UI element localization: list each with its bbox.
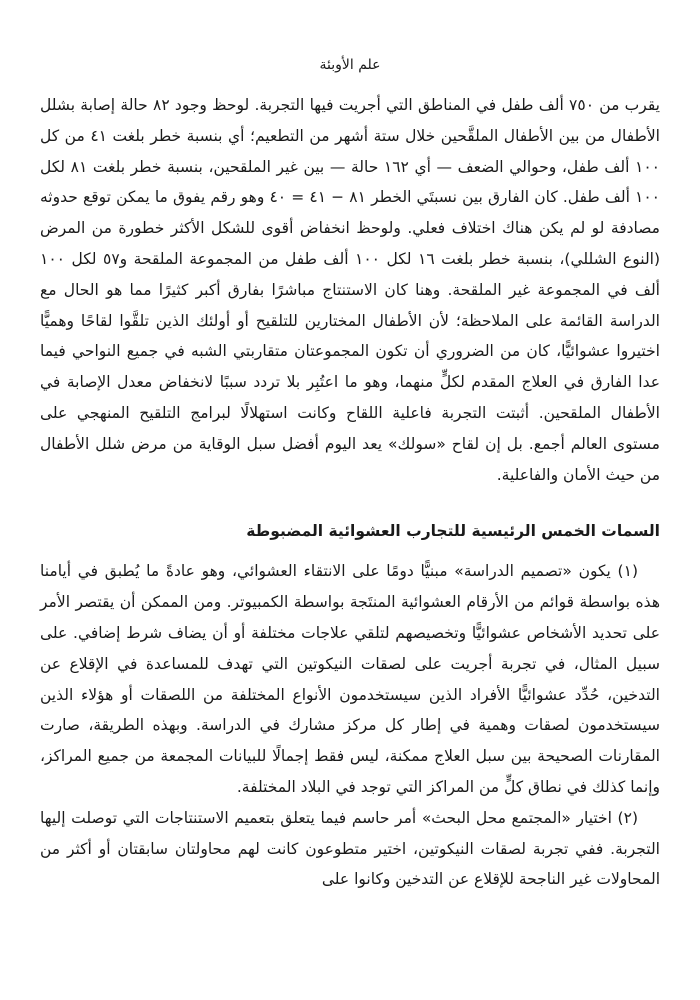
section-heading: السمات الخمس الرئيسية للتجارب العشوائية المضبوطة [246,522,660,541]
running-header: علم الأوبئة [319,57,381,73]
paragraph-vaccine-trial-results: يقرب من ٧٥٠ ألف طفل في المناطق التي أجريت فيها التجربة. لوحظ وجود ٨٢ حالة إصابة بشلل الأطفال من بين الأطفال الملقَّحين خلال ستة أشهر من التطعيم؛ أي بنسبة خطر بلغت ٤١ من كل ١٠٠ ألف طفل، وحوالي الضعف — أي ١٦٢ حالة — بين غير الملقحين، بنسبة خطر بلغت ٨١ لكل ١٠٠ ألف طفل. كان الفارق بين نسبتَي الخطر ٨١ − ٤١ = ٤٠ وهو رقم يفوق ما يمكن توقع حدوثه مصادفة لو لم يكن هناك اختلاف فعلي. ولوحظ انخفاض أقوى للشكل الأكثر خطورة من المرض (النوع الشللي)، بنسبة خطر بلغت ١٦ لكل ١٠٠ ألف طفل من المجموعة الملقحة و٥٧ لكل ١٠٠ ألف في المجموعة غير الملقحة. وهنا كان الاستنتاج مباشرًا بفارق أكبر كثيرًا مما هو الحال مع الدراسة القائمة على الملاحظة؛ لأن الأطفال المختارين للتلقيح أو أولئك الذين تلقَّوا لقاحًا وهميًّا اختيروا عشوائيًّا، كان من الضروري أن تكون المجموعتان متقاربتي الشبه في جميع النواحي فيما عدا الفارق في العلاج المقدم لكلٍّ منهما، وهو ما اعتُبِر بلا تردد سببًا لانخفاض معدل الإصابة في الأطفال الملقحين. أثبتت التجربة فاعلية اللقاح وكانت استهلالًا لبرامج التلقيح المنهجي على مستوى العالم أجمع. بل إن لقاح «سولك» يعد اليوم أفضل سبل الوقاية من مرض شلل الأطفال من حيث الأمان والفاعلية. [40,96,661,484]
paragraph-feature-1: (١) يكون «تصميم الدراسة» مبنيًّا دومًا على الانتقاء العشوائي، وهو عادةً ما يُطبق في أيامنا هذه بواسطة قوائم من الأرقام العشوائية المنتَجة بواسطة الكمبيوتر. ومن الممكن أن يقتصر الأمر على تحديد الأشخاص عشوائيًّا وتخصيصهم لتلقي علاجات مختلفة أو أن يضاف شرط إضافي. على سبيل المثال، في تجربة أجريت على لصقات النيكوتين التي تهدف للمساعدة في الإقلاع عن التدخين، حُدِّد عشوائيًّا الأفراد الذين سيستخدمون الأنواع المختلفة من اللصقات أو هؤلاء الذين سيستخدمون لصقات وهمية في إطار كل مركز مشارك في الدراسة. وبهذه الطريقة، صارت المقارنات الصحيحة بين سبل العلاج ممكنة، ليس فقط إجمالًا للبيانات المجمعة من جميع المراكز، وإنما كذلك في نطاق كلٍّ من المراكز التي توجد في البلاد المختلفة. [40,562,660,796]
page-body [40,90,660,895]
paragraph-feature-2: (٢) اختيار «المجتمع محل البحث» أمر حاسم فيما يتعلق بتعميم الاستنتاجات التي توصلت إليها التجربة. ففي تجربة لصقات النيكوتين، اختير متطوعون كانت لهم محاولتان سابقتان أو أكثر من المحاولات غير الناجحة للإقلاع عن التدخين وكانوا على [40,808,660,889]
